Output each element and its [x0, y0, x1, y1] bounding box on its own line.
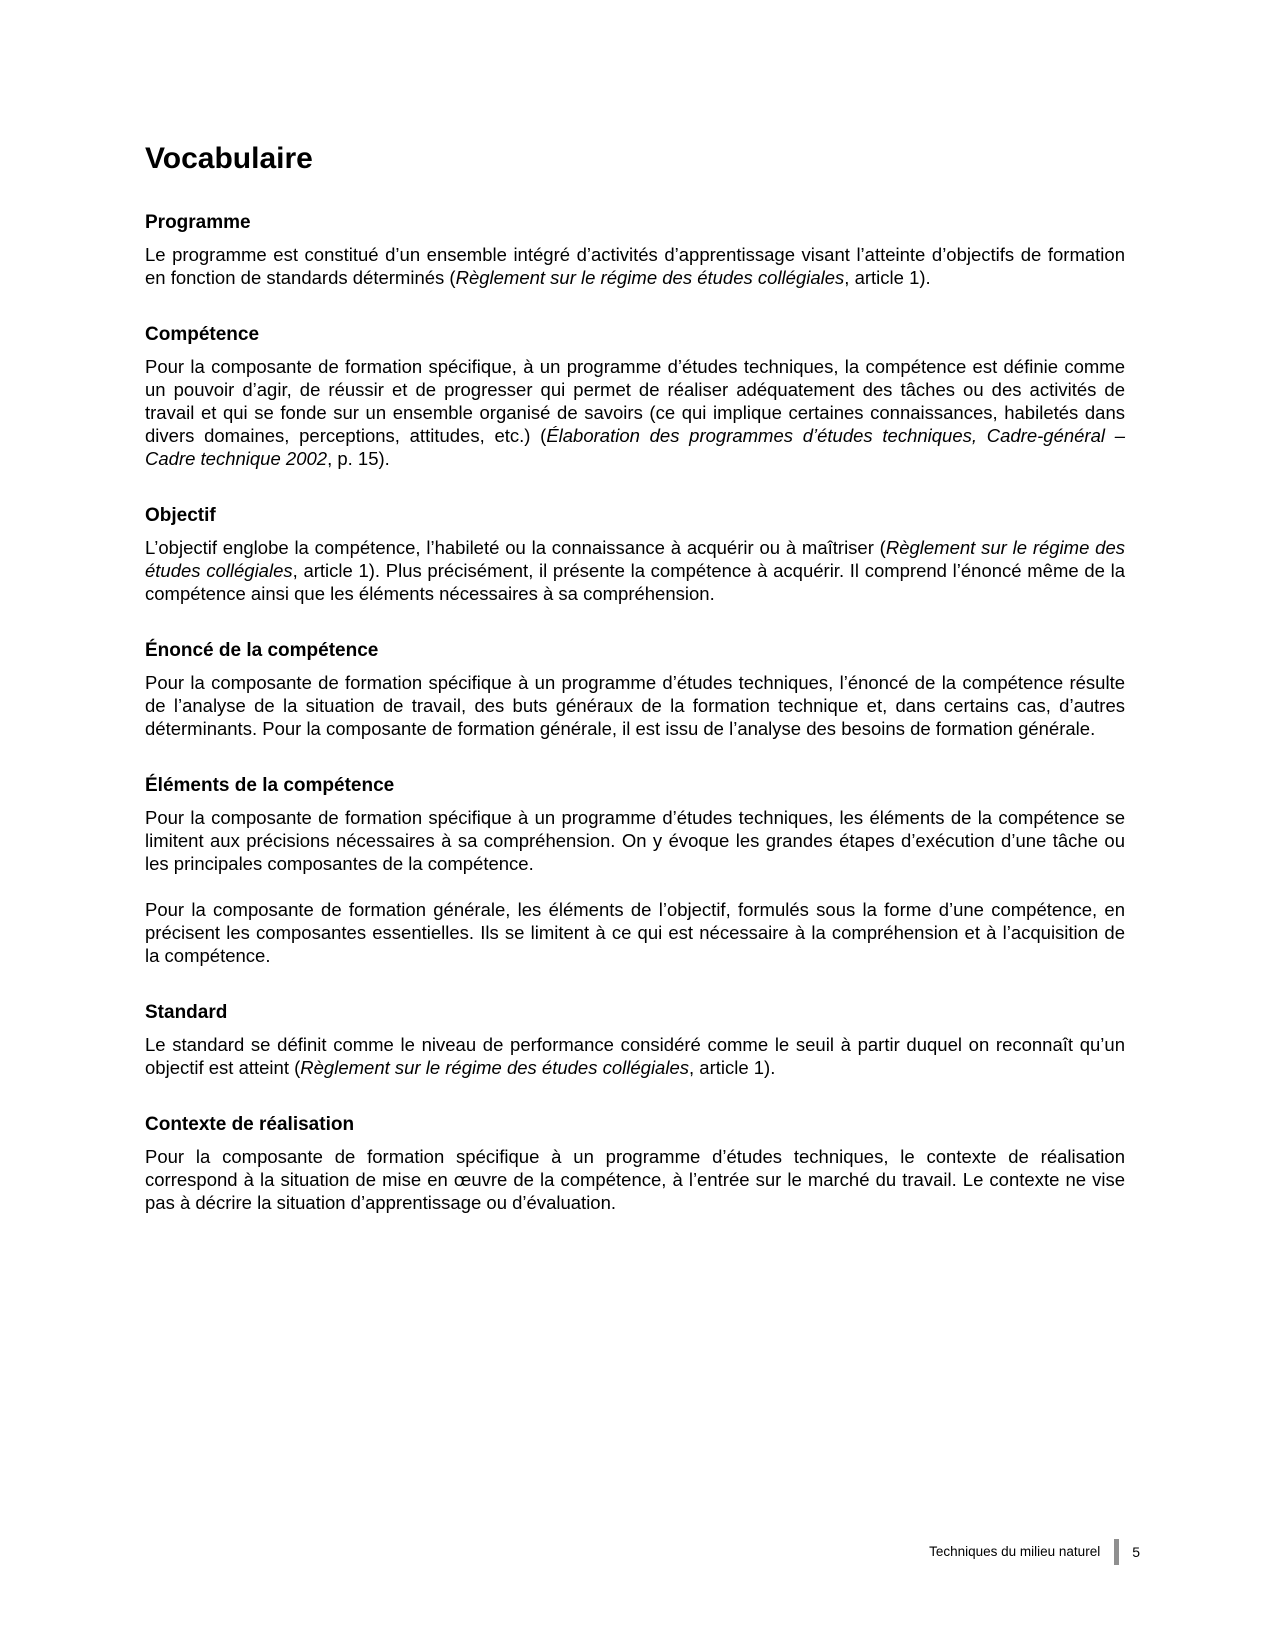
vocab-section: [145, 774, 1125, 967]
vocab-section: [145, 211, 1125, 289]
text-run: , article 1). Plus précisément, il présente la compétence à acquérir. Il comprend l’énoncé même de la compétence ainsi que les éléments nécessaires à sa compréhension.: [145, 560, 1125, 604]
text-run: Le programme est constitué d’un ensemble intégré d’activités d’apprentissage visant l’atteinte d’objectifs de formation en fonction de standards déterminés (: [145, 244, 1125, 288]
vocab-section: [145, 639, 1125, 740]
section-heading: Standard: [145, 1002, 228, 1023]
section-heading: Contexte de réalisation: [145, 1114, 355, 1135]
section-heading: Programme: [145, 212, 251, 233]
citation-title-italic: Règlement sur le régime des études collégiales: [455, 267, 845, 288]
citation-title-italic: Règlement sur le régime des études collégiales: [145, 537, 1125, 581]
section-heading: Objectif: [145, 505, 216, 526]
footer-page-number: 5: [1132, 1544, 1140, 1560]
text-run: , article 1).: [689, 1057, 776, 1078]
section-paragraph: [145, 1033, 1125, 1079]
section-paragraph: [145, 671, 1125, 740]
text-run: , p. 15).: [327, 448, 390, 469]
text-run: Pour la composante de formation spécifique à un programme d’études techniques, le contexte de réalisation correspond à la situation de mise en œuvre de la compétence, à l’entrée sur le marché du travail. Le contexte ne vise pas à décrire la situation d’apprentissage ou d’évaluation.: [145, 1146, 1125, 1213]
section-paragraph: [145, 355, 1125, 470]
page-footer: [929, 1538, 1140, 1566]
page-title: Vocabulaire: [145, 142, 313, 175]
text-run: L’objectif englobe la compétence, l’habileté ou la connaissance à acquérir ou à maîtriser (: [145, 537, 886, 558]
vocab-section: [145, 1001, 1125, 1079]
text-run: Le standard se définit comme le niveau de performance considéré comme le seuil à partir duquel on reconnaît qu’un objectif est atteint (: [145, 1034, 1125, 1078]
text-run: Pour la composante de formation générale, les éléments de l’objectif, formulés sous la forme d’une compétence, en précisent les composantes essentielles. Ils se limitent à ce qui est nécessaire à la compréhension et à l’acquisition de la compétence.: [145, 899, 1125, 966]
section-paragraph: [145, 806, 1125, 875]
citation-title-italic: Règlement sur le régime des études collégiales: [300, 1057, 689, 1078]
section-paragraph: [145, 898, 1125, 967]
document-body: [145, 211, 1125, 1214]
footer-divider-bar: [1114, 1539, 1119, 1565]
section-paragraph: [145, 1145, 1125, 1214]
section-heading: Énoncé de la compétence: [145, 640, 379, 661]
section-heading: Compétence: [145, 324, 260, 345]
text-run: Pour la composante de formation spécifique, à un programme d’études techniques, la compétence est définie comme un pouvoir d’agir, de réussir et de progresser qui permet de réaliser adéquatement des tâches ou des activités de travail et qui se fonde sur un ensemble organisé de savoirs (ce qui implique certaines connaissances, habiletés dans divers domaines, perceptions, attitudes, etc.) (: [145, 356, 1125, 446]
vocab-section: [145, 323, 1125, 470]
text-run: , article 1).: [844, 267, 931, 288]
citation-title-italic: Élaboration des programmes d’études techniques, Cadre-général – Cadre technique 2002: [145, 425, 1126, 469]
vocab-section: [145, 504, 1125, 605]
vocab-section: [145, 1113, 1125, 1214]
section-heading: Éléments de la compétence: [145, 775, 395, 796]
section-paragraph: [145, 536, 1125, 605]
footer-document-label: Techniques du milieu naturel: [929, 1544, 1101, 1559]
text-run: Pour la composante de formation spécifique à un programme d’études techniques, les éléments de la compétence se limitent aux précisions nécessaires à sa compréhension. On y évoque les grandes étapes d’exécution d’une tâche ou les principales composantes de la compétence.: [145, 807, 1125, 874]
section-paragraph: [145, 243, 1125, 289]
text-run: Pour la composante de formation spécifique à un programme d’études techniques, l’énoncé de la compétence résulte de l’analyse de la situation de travail, des buts généraux de la formation technique et, dans certains cas, d’autres déterminants. Pour la composante de formation générale, il est issu de l’analyse des besoins de formation générale.: [145, 672, 1125, 739]
